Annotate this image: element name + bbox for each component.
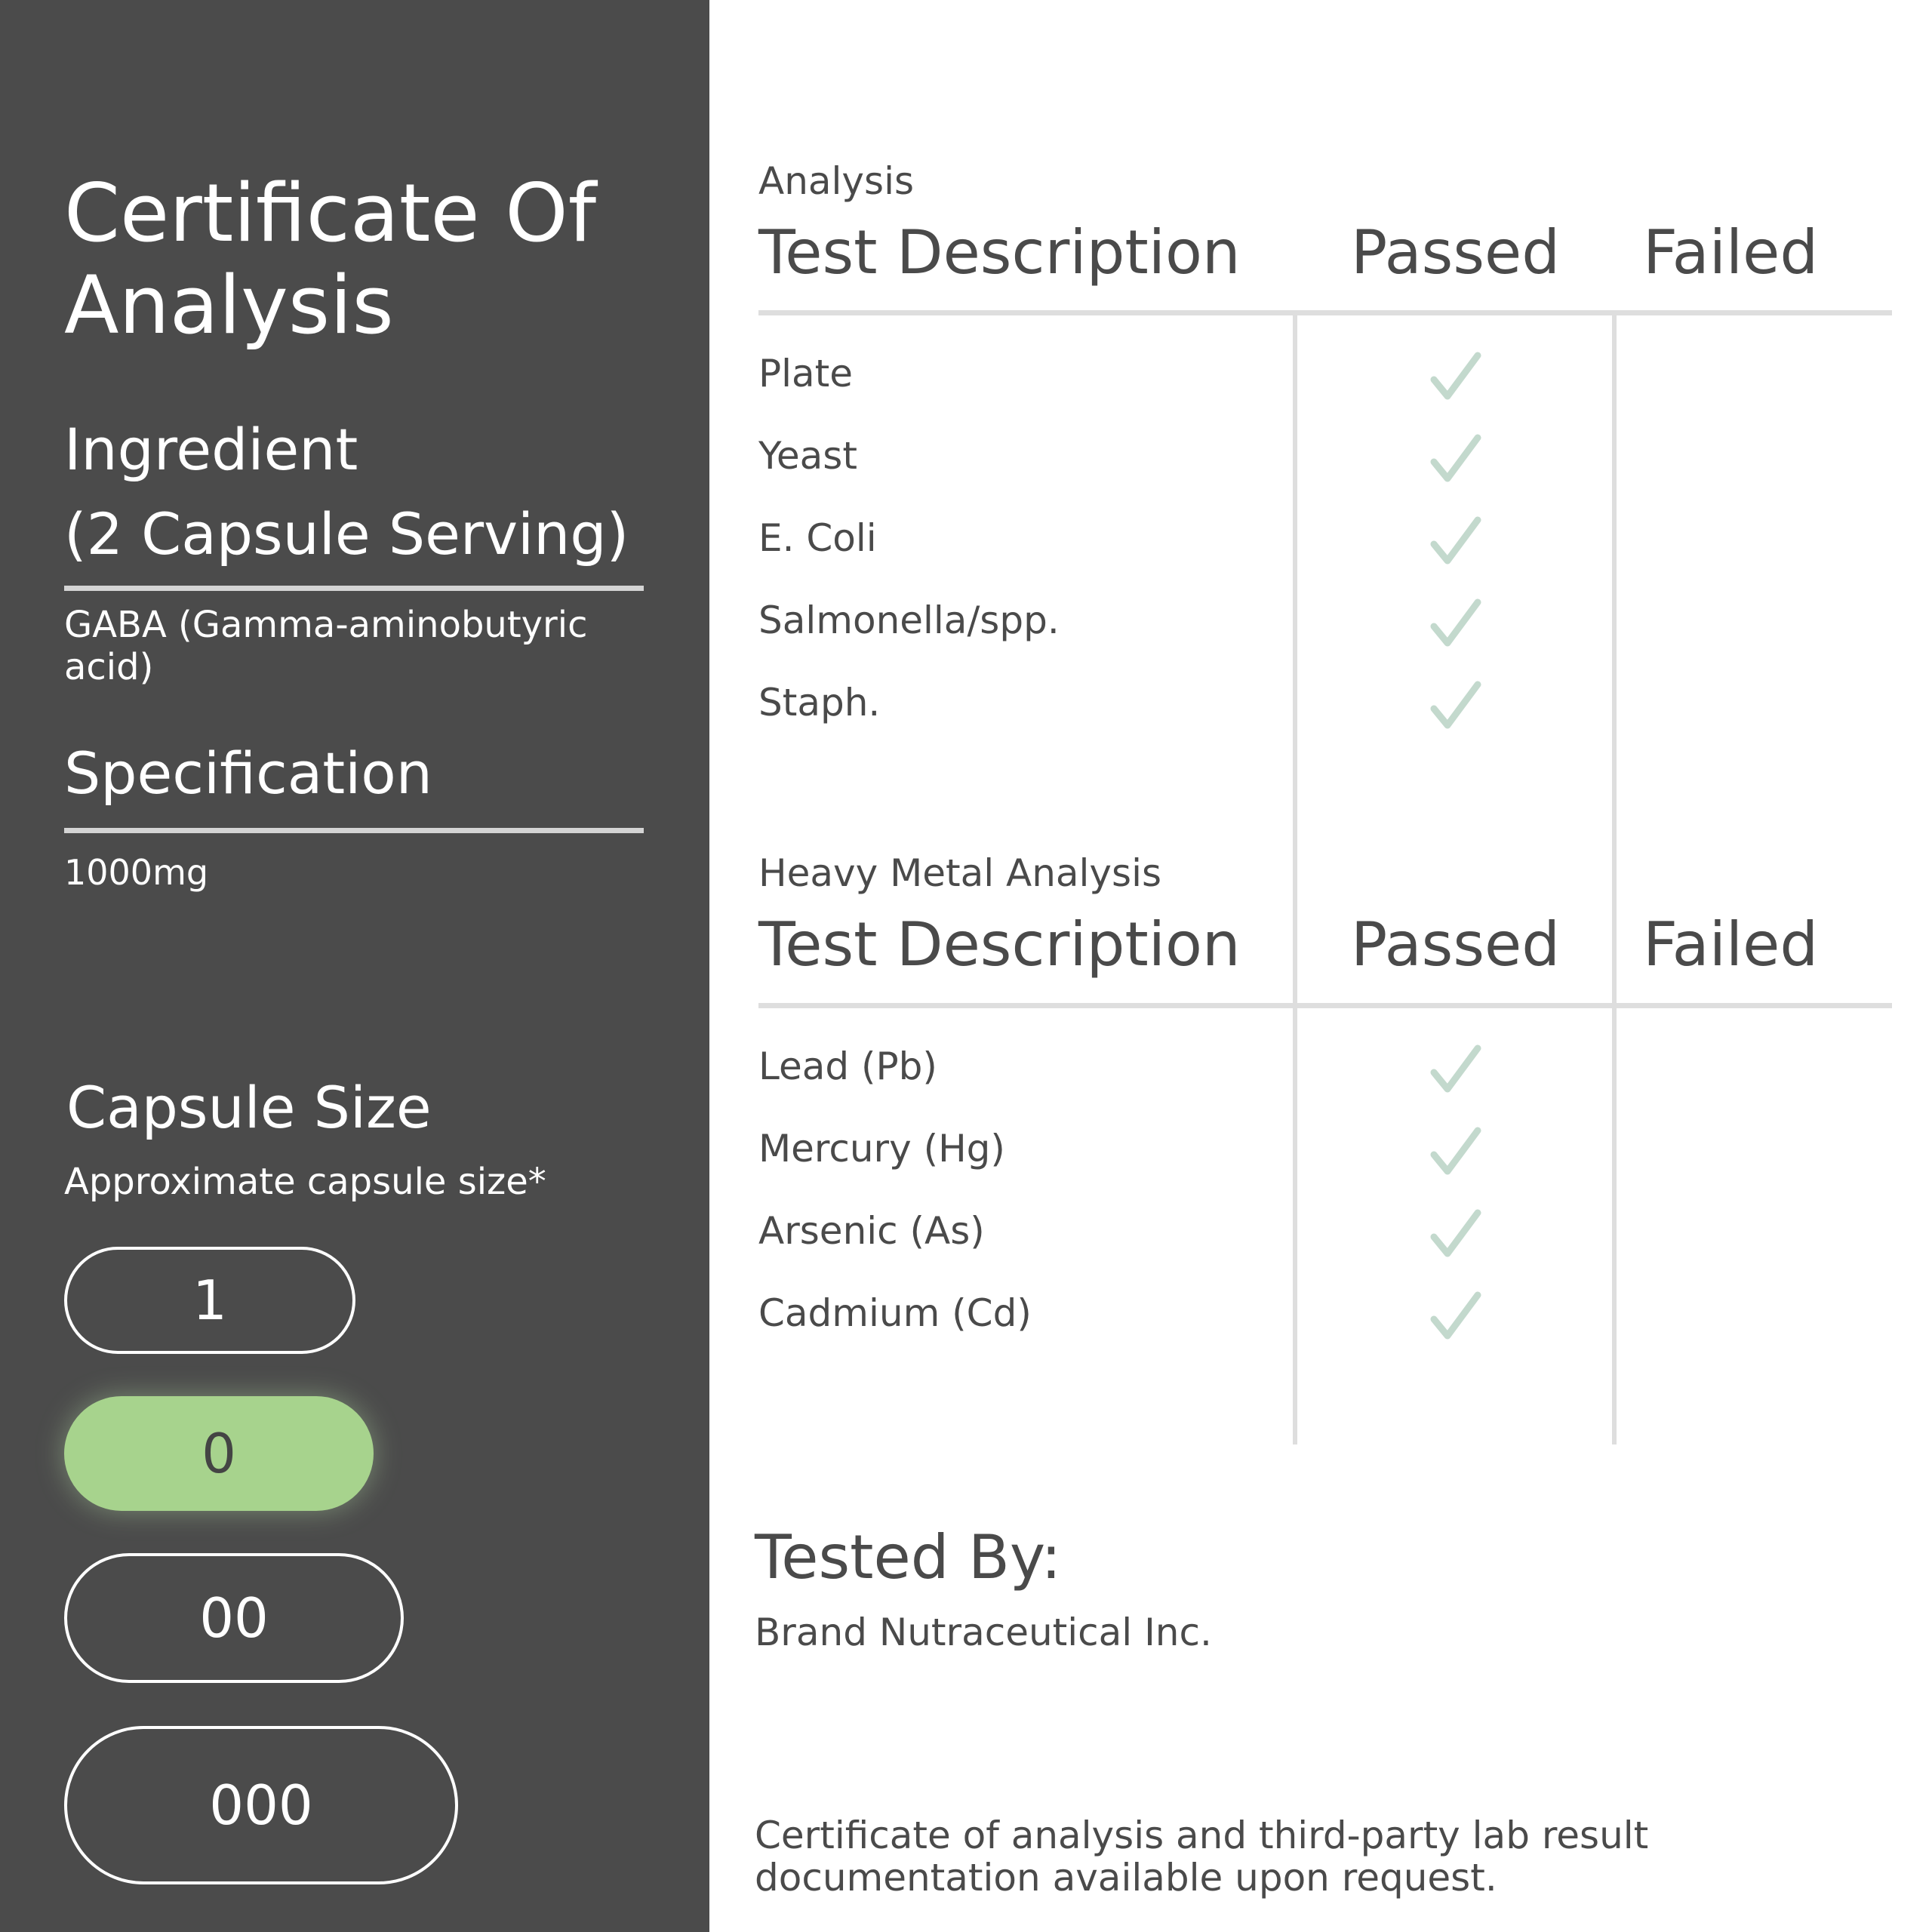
capsule-size-1[interactable]	[64, 1247, 355, 1354]
heavy-metal-row-mercury: Mercury (Hg)	[758, 1127, 1005, 1171]
capsule-size-label: 0	[202, 1422, 236, 1485]
capsule-size-000[interactable]	[64, 1726, 458, 1884]
analysis-row-yeast: Yeast	[758, 434, 857, 478]
tested-by-value: Brand Nutraceutical Inc.	[755, 1611, 1212, 1654]
specification-divider	[64, 828, 644, 833]
analysis-header-rule	[758, 310, 1892, 315]
capsule-size-00[interactable]	[64, 1553, 404, 1683]
analysis-row-staph: Staph.	[758, 681, 881, 724]
right-panel	[709, 0, 1932, 1932]
analysis-header-passed: Passed	[1351, 217, 1561, 288]
checkmark-icon	[1429, 1291, 1482, 1343]
checkmark-icon	[1429, 1208, 1482, 1261]
ingredient-heading-line2: (2 Capsule Serving)	[64, 500, 629, 568]
capsule-size-heading: Capsule Size	[66, 1074, 432, 1141]
heavy-metal-header-failed: Failed	[1643, 909, 1819, 980]
heavy-metal-section-label: Heavy Metal Analysis	[758, 851, 1162, 895]
heavy-metal-header-passed: Passed	[1351, 909, 1561, 980]
checkmark-icon	[1429, 1126, 1482, 1179]
capsule-size-subtitle: Approximate capsule size*	[64, 1161, 546, 1203]
analysis-header-description: Test Description	[758, 217, 1241, 288]
analysis-header-failed: Failed	[1643, 217, 1819, 288]
table-divider-passed	[1293, 312, 1297, 1444]
heavy-metal-row-cadmium: Cadmium (Cd)	[758, 1291, 1032, 1335]
ingredient-value: GABA (Gamma-aminobutyric acid)	[64, 604, 588, 688]
table-divider-failed	[1612, 312, 1617, 1444]
capsule-size-label: 000	[209, 1774, 313, 1837]
footer-note: Certificate of analysis and third-party lab result documentation available upon request.	[755, 1814, 1649, 1900]
page-title: Certificate Of Analysis	[64, 167, 597, 352]
analysis-section-label: Analysis	[758, 159, 915, 203]
checkmark-icon	[1429, 515, 1482, 568]
checkmark-icon	[1429, 433, 1482, 486]
heavy-metal-header-rule	[758, 1003, 1892, 1008]
checkmark-icon	[1429, 351, 1482, 404]
analysis-row-plate: Plate	[758, 352, 854, 395]
tested-by-heading: Tested By:	[755, 1522, 1062, 1592]
analysis-row-salmonella: Salmonella/spp.	[758, 598, 1060, 642]
heavy-metal-row-lead: Lead (Pb)	[758, 1044, 937, 1088]
capsule-size-label: 00	[199, 1586, 269, 1650]
checkmark-icon	[1429, 1044, 1482, 1097]
analysis-row-ecoli: E. Coli	[758, 516, 877, 560]
specification-value: 1000mg	[64, 852, 209, 893]
heavy-metal-row-arsenic: Arsenic (As)	[758, 1209, 985, 1253]
capsule-size-0-selected[interactable]	[64, 1396, 374, 1511]
checkmark-icon	[1429, 598, 1482, 651]
checkmark-icon	[1429, 680, 1482, 733]
capsule-size-label: 1	[192, 1269, 227, 1332]
left-panel	[0, 0, 709, 1932]
ingredient-divider	[64, 586, 644, 591]
specification-heading: Specification	[64, 740, 432, 807]
ingredient-heading	[64, 408, 629, 577]
ingredient-heading-line1: Ingredient	[64, 416, 358, 483]
heavy-metal-header-description: Test Description	[758, 909, 1241, 980]
